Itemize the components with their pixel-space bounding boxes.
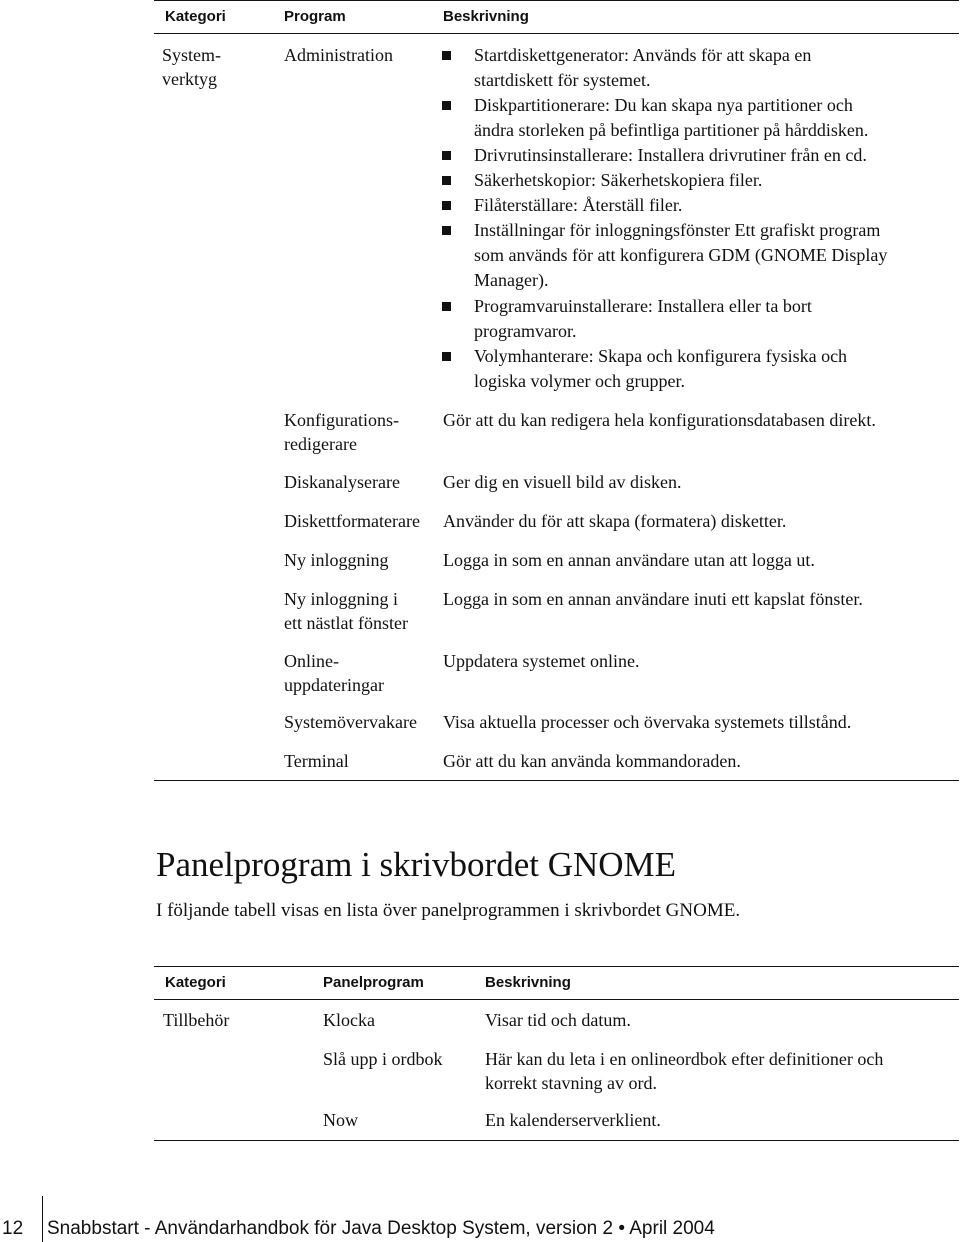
table1-header-rule	[154, 33, 959, 34]
table1-category-line2: verktyg	[162, 69, 217, 89]
table1-top-rule	[154, 0, 959, 1]
table1-desc-systemovervakare: Visa aktuella processer och övervaka systemets tillstånd.	[443, 712, 852, 732]
table1-program-nastlat-line1: Ny inloggning i	[284, 589, 399, 609]
table1-header-program: Program	[284, 8, 346, 25]
table1-desc-diskettformaterare: Använder du för att skapa (formatera) disketter.	[443, 511, 787, 531]
table1-program-diskanalyserare: Diskanalyserare	[284, 472, 400, 492]
table1-header-kategori: Kategori	[165, 8, 226, 25]
bullet-line: Programvaruinstallerare: Installera eller ta bort	[474, 296, 812, 316]
table2-desc-ordbok-line2: korrekt stavning av ord.	[485, 1073, 657, 1093]
footer-divider	[42, 1196, 43, 1242]
bullet-line: Diskpartitionerare: Du kan skapa nya partitioner och	[474, 95, 853, 115]
table1-header-beskrivning: Beskrivning	[443, 8, 529, 25]
table1-program-online-line1: Online-	[284, 651, 339, 671]
table2-header-panelprogram: Panelprogram	[323, 974, 424, 991]
table1-desc-ny-inloggning: Logga in som en annan användare utan att logga ut.	[443, 550, 815, 570]
bullet-line: Inställningar för inloggningsfönster Ett grafiskt program	[474, 220, 881, 240]
bullet-line: Volymhanterare: Skapa och konfigurera fysiska och	[474, 346, 848, 366]
bullet-line: som används för att konfigurera GDM (GNOME Display	[474, 245, 888, 265]
table2-desc-ordbok-line1: Här kan du leta i en onlineordbok efter definitioner och	[485, 1049, 884, 1069]
page-number: 12	[2, 1218, 24, 1239]
table2-top-rule	[154, 966, 959, 967]
table1-desc-terminal: Gör att du kan använda kommandoraden.	[443, 751, 741, 771]
section-intro: I följande tabell visas en lista över panelprogrammen i skrivbordet GNOME.	[156, 900, 741, 921]
table1-program-administration: Administration	[284, 45, 393, 65]
bullet-line: Drivrutinsinstallerare: Installera drivrutiner från en cd.	[474, 145, 867, 165]
table1-desc-nastlat: Logga in som en annan användare inuti ett kapslat fönster.	[443, 589, 863, 609]
table1-program-konfig-line1: Konfigurations-	[284, 410, 399, 430]
table2-bottom-rule	[154, 1140, 959, 1141]
bullet-square-icon	[442, 302, 451, 311]
bullet-square-icon	[442, 226, 451, 235]
table1-desc-konfig: Gör att du kan redigera hela konfigurationsdatabasen direkt.	[443, 410, 876, 430]
table2-desc-now: En kalenderserverklient.	[485, 1110, 661, 1130]
section-title: Panelprogram i skrivbordet GNOME	[156, 845, 677, 884]
table1-desc-online: Uppdatera systemet online.	[443, 651, 640, 671]
table1-program-ny-inloggning: Ny inloggning	[284, 550, 389, 570]
table2-category: Tillbehör	[163, 1010, 230, 1030]
bullet-line: Säkerhetskopior: Säkerhetskopiera filer.	[474, 170, 763, 190]
table2-header-rule	[154, 999, 959, 1000]
table1-program-konfig-line2: redigerare	[284, 434, 357, 454]
table1-bottom-rule	[154, 780, 959, 781]
bullet-square-icon	[442, 51, 451, 60]
bullet-square-icon	[442, 352, 451, 361]
bullet-line: startdiskett för systemet.	[474, 70, 651, 90]
table1-program-systemovervakare: Systemövervakare	[284, 712, 417, 732]
bullet-line: Manager).	[474, 270, 549, 290]
table2-header-kategori: Kategori	[165, 974, 226, 991]
table2-header-beskrivning: Beskrivning	[485, 974, 571, 991]
table1-desc-diskanalyserare: Ger dig en visuell bild av disken.	[443, 472, 682, 492]
table1-program-online-line2: uppdateringar	[284, 675, 384, 695]
bullet-line: Startdiskettgenerator: Används för att skapa en	[474, 45, 812, 65]
table2-desc-klocka: Visar tid och datum.	[485, 1010, 631, 1030]
bullet-square-icon	[442, 176, 451, 185]
table1-program-diskettformaterare: Diskettformaterare	[284, 511, 420, 531]
bullet-square-icon	[442, 201, 451, 210]
bullet-square-icon	[442, 151, 451, 160]
table1-program-terminal: Terminal	[284, 751, 349, 771]
table1-category-line1: System-	[162, 45, 222, 65]
bullet-line: logiska volymer och grupper.	[474, 371, 685, 391]
table1-program-nastlat-line2: ett nästlat fönster	[284, 613, 408, 633]
footer-text: Snabbstart - Användarhandbok för Java Desktop System, version 2 • April 2004	[47, 1218, 715, 1239]
bullet-line: programvaror.	[474, 321, 577, 341]
bullet-square-icon	[442, 101, 451, 110]
table2-program-now: Now	[323, 1110, 358, 1130]
bullet-line: ändra storleken på befintliga partitioner på hårddisken.	[474, 120, 869, 140]
bullet-line: Filåterställare: Återställ filer.	[474, 195, 683, 215]
table2-program-klocka: Klocka	[323, 1010, 375, 1030]
table2-program-ordbok: Slå upp i ordbok	[323, 1049, 443, 1069]
